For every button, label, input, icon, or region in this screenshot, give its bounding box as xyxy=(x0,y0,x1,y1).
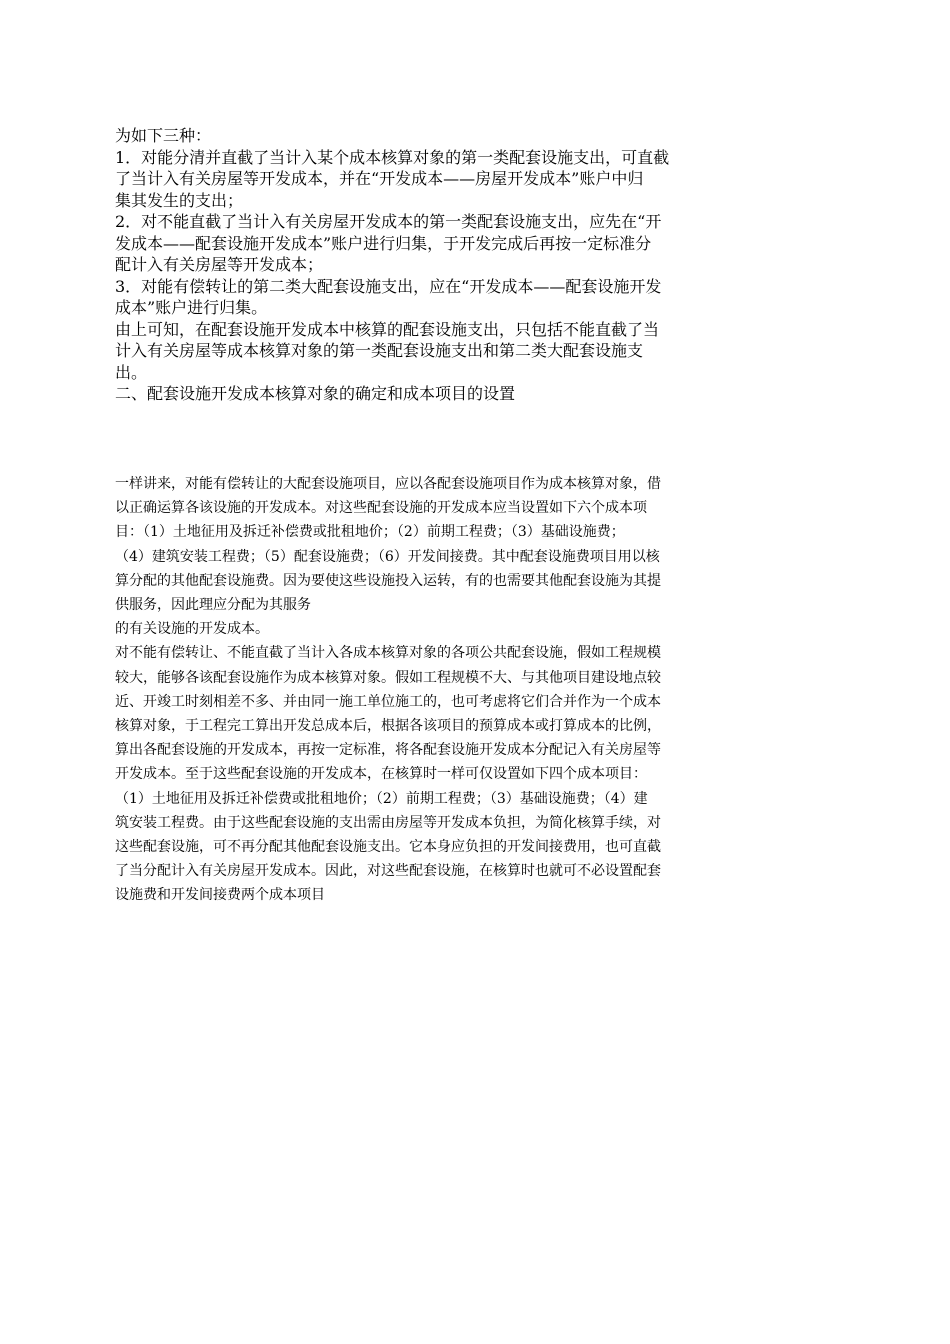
section-heading: 二、配套设施开发成本核算对象的确定和成本项目的设置 xyxy=(115,384,516,403)
top-text-block xyxy=(115,125,780,405)
paragraph-intro: 为如下三种： xyxy=(115,126,212,145)
paragraph-item-2: 2．对不能直截了当计入有关房屋开发成本的第一类配套设施支出，应先在“开 发成本——配套设施开发成本”账户进行归集，于开发完成后再按一定标准分 配计入有关房屋等开发成本； xyxy=(115,212,662,274)
paragraph-public-facilities: 对不能有偿转让、不能直截了当计入各成本核算对象的各项公共配套设施，假如工程规模 较大，能够各该配套设施作为成本核算对象。假如工程规模不大、与其他项目建设地点较 近、开竣工时刻相差不多、并由同一施工单位施工的，也可考虑将它们合并作为一个成本 核算对象，于工程完工算出开发总成本后，根据各该项目的预算成本或打算成本的比例， 算出各配套设施的开发成本，再按一定标准，将各配套设施开发成本分配记入有关房屋等 开发成本。至于这些配套设施的开发成本，在核算时一样可仅设置如下四个成本项目： （1）土地征用及拆迁补偿费或批租地价；（2）前期工程费；（3）基础设施费；（4）建 筑安装工程费。由于这些配套设施的支出需由房屋等开发成本负担，为简化核算手续，对 这些配套设施，可不再分配其他配套设施支出。它本身应负担的开发间接费用，也可直截 了当分配计入有关房屋开发成本。因此，对这些配套设施，在核算时也就可不必设置配套 设施费和开发间接费两个成本项目 xyxy=(115,645,661,904)
bottom-text-block xyxy=(115,472,780,908)
paragraph-item-3: 3．对能有偿转让的第二类大配套设施支出，应在“开发成本——配套设施开发 成本”账户进行归集。 xyxy=(115,276,662,317)
paragraph-summary: 由上可知，在配套设施开发成本中核算的配套设施支出，只包括不能直截了当 计入有关房屋等成本核算对象的第一类配套设施支出和第二类大配套设施支 出。 xyxy=(115,319,660,382)
paragraph-item-1: 1．对能分清并直截了当计入某个成本核算对象的第一类配套设施支出，可直截 了当计入有关房屋等开发成本，并在“开发成本——房屋开发成本”账户中归 集其发生的支出； xyxy=(115,147,670,210)
paragraph-transferable-facilities: 一样讲来，对能有偿转让的大配套设施项目，应以各配套设施项目作为成本核算对象，借 以正确运算各该设施的开发成本。对这些配套设施的开发成本应当设置如下六个成本项 目：（1）土地征用及拆迁补偿费或批租地价；（2）前期工程费；（3）基础设施费； （4）建筑安装工程费；（5）配套设施费；（6）开发间接费。其中配套设施费项目用以核 算分配的其他配套设施费。因为要使这些设施投入运转，有的也需要其他配套设施为其提 供服务，因此理应分配为其服务 xyxy=(115,476,661,614)
paragraph-transferable-facilities-end: 的有关设施的开发成本。 xyxy=(115,621,269,638)
